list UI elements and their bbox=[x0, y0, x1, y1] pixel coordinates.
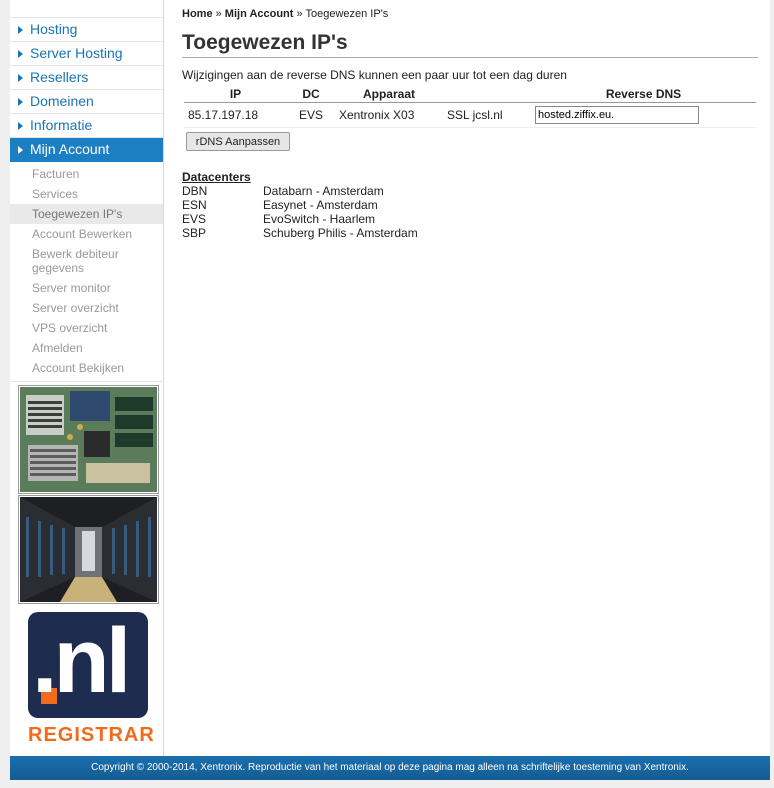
nl-registrar-logo bbox=[28, 610, 155, 747]
subnav-facturen[interactable]: Facturen bbox=[32, 167, 80, 181]
col-header-dc: DC bbox=[287, 86, 335, 103]
nav-label: Resellers bbox=[30, 69, 89, 85]
arrow-bullet-icon bbox=[18, 74, 23, 82]
nl-logo-text: .nl bbox=[32, 610, 128, 712]
breadcrumb-separator: » bbox=[212, 8, 225, 20]
registrar-caption: REGISTRAR bbox=[28, 724, 155, 746]
subnav-server-overzicht[interactable]: Server overzicht bbox=[32, 301, 119, 315]
dc-name: Easynet - Amsterdam bbox=[263, 198, 378, 212]
subnav-afmelden[interactable]: Afmelden bbox=[32, 341, 83, 355]
nav-item-mijn-account[interactable] bbox=[10, 138, 163, 162]
nav-label: Domeinen bbox=[30, 93, 94, 109]
dc-code: DBN bbox=[182, 184, 208, 198]
cell-dc: EVS bbox=[287, 103, 335, 128]
cell-ip: 85.17.197.18 bbox=[184, 103, 287, 128]
nav-item-resellers[interactable] bbox=[10, 66, 163, 90]
sidebar bbox=[10, 0, 164, 756]
breadcrumb-current: Toegewezen IP's bbox=[305, 8, 389, 20]
breadcrumb bbox=[182, 8, 388, 20]
nav-label: Hosting bbox=[30, 21, 78, 37]
subnav-services[interactable]: Services bbox=[32, 187, 79, 201]
table-header-row bbox=[184, 86, 756, 103]
arrow-bullet-icon bbox=[18, 146, 23, 154]
motherboard-image bbox=[18, 385, 159, 494]
datacenters-list bbox=[182, 184, 418, 240]
nav-item-hosting[interactable] bbox=[10, 18, 163, 42]
cell-device: Xentronix X03 bbox=[335, 103, 443, 128]
subnav-server-monitor[interactable]: Server monitor bbox=[32, 281, 111, 295]
datacenter-corridor-image bbox=[18, 495, 159, 604]
account-subnav bbox=[10, 162, 163, 382]
nav-label: Informatie bbox=[30, 117, 93, 133]
breadcrumb-separator: » bbox=[293, 8, 306, 20]
dc-code: SBP bbox=[182, 226, 207, 240]
list-item bbox=[182, 198, 418, 212]
dc-name: Schuberg Philis - Amsterdam bbox=[263, 226, 418, 240]
reverse-dns-input[interactable] bbox=[535, 106, 699, 124]
nav-item-server-hosting[interactable] bbox=[10, 42, 163, 66]
nav-label: Server Hosting bbox=[30, 45, 123, 61]
dc-code: ESN bbox=[182, 198, 207, 212]
nav-item-informatie[interactable] bbox=[10, 114, 163, 138]
col-header-ssl bbox=[443, 86, 531, 103]
dc-code: EVS bbox=[182, 212, 207, 226]
breadcrumb-account[interactable]: Mijn Account bbox=[224, 8, 294, 20]
cell-rdns bbox=[531, 103, 756, 128]
subnav-account-bekijken[interactable]: Account Bekijken bbox=[32, 361, 125, 375]
list-item bbox=[182, 184, 418, 198]
page-title: Toegewezen IP's bbox=[182, 31, 758, 58]
dc-name: EvoSwitch - Haarlem bbox=[263, 212, 376, 226]
col-header-device: Apparaat bbox=[335, 86, 443, 103]
arrow-bullet-icon bbox=[18, 98, 23, 106]
arrow-bullet-icon bbox=[18, 122, 23, 130]
cell-ssl: SSL jcsl.nl bbox=[443, 103, 531, 128]
col-header-ip: IP bbox=[184, 86, 287, 103]
rdns-aanpassen-button[interactable]: rDNS Aanpassen bbox=[186, 132, 290, 151]
dc-name: Databarn - Amsterdam bbox=[263, 184, 384, 198]
arrow-bullet-icon bbox=[18, 26, 23, 34]
footer-copyright: Copyright © 2000-2014, Xentronix. Reproductie van het materiaal op deze pagina mag alleen na schriftelijke toesteming van Xentronix. bbox=[10, 756, 770, 780]
list-item bbox=[182, 212, 418, 226]
arrow-bullet-icon bbox=[18, 50, 23, 58]
datacenters-heading: Datacenters bbox=[182, 170, 251, 184]
ip-table bbox=[184, 86, 756, 128]
nl-badge bbox=[28, 612, 148, 718]
nav-item-domeinen[interactable] bbox=[10, 90, 163, 114]
subnav-vps-overzicht[interactable]: VPS overzicht bbox=[32, 321, 108, 335]
breadcrumb-home[interactable]: Home bbox=[182, 8, 213, 20]
nav-label: Mijn Account bbox=[30, 141, 110, 157]
subnav-toegewezen-ips[interactable]: Toegewezen IP's bbox=[10, 204, 163, 224]
subnav-bewerk-debiteur[interactable]: Bewerk debiteur gegevens bbox=[32, 247, 119, 275]
sidebar-top-divider bbox=[10, 0, 163, 18]
col-header-rdns: Reverse DNS bbox=[531, 86, 756, 103]
page bbox=[10, 0, 770, 780]
subnav-account-bewerken[interactable]: Account Bewerken bbox=[32, 227, 133, 241]
rdns-info-text: Wijzigingen aan de reverse DNS kunnen een paar uur tot een dag duren bbox=[182, 68, 567, 82]
table-row bbox=[184, 103, 756, 128]
list-item bbox=[182, 226, 418, 240]
